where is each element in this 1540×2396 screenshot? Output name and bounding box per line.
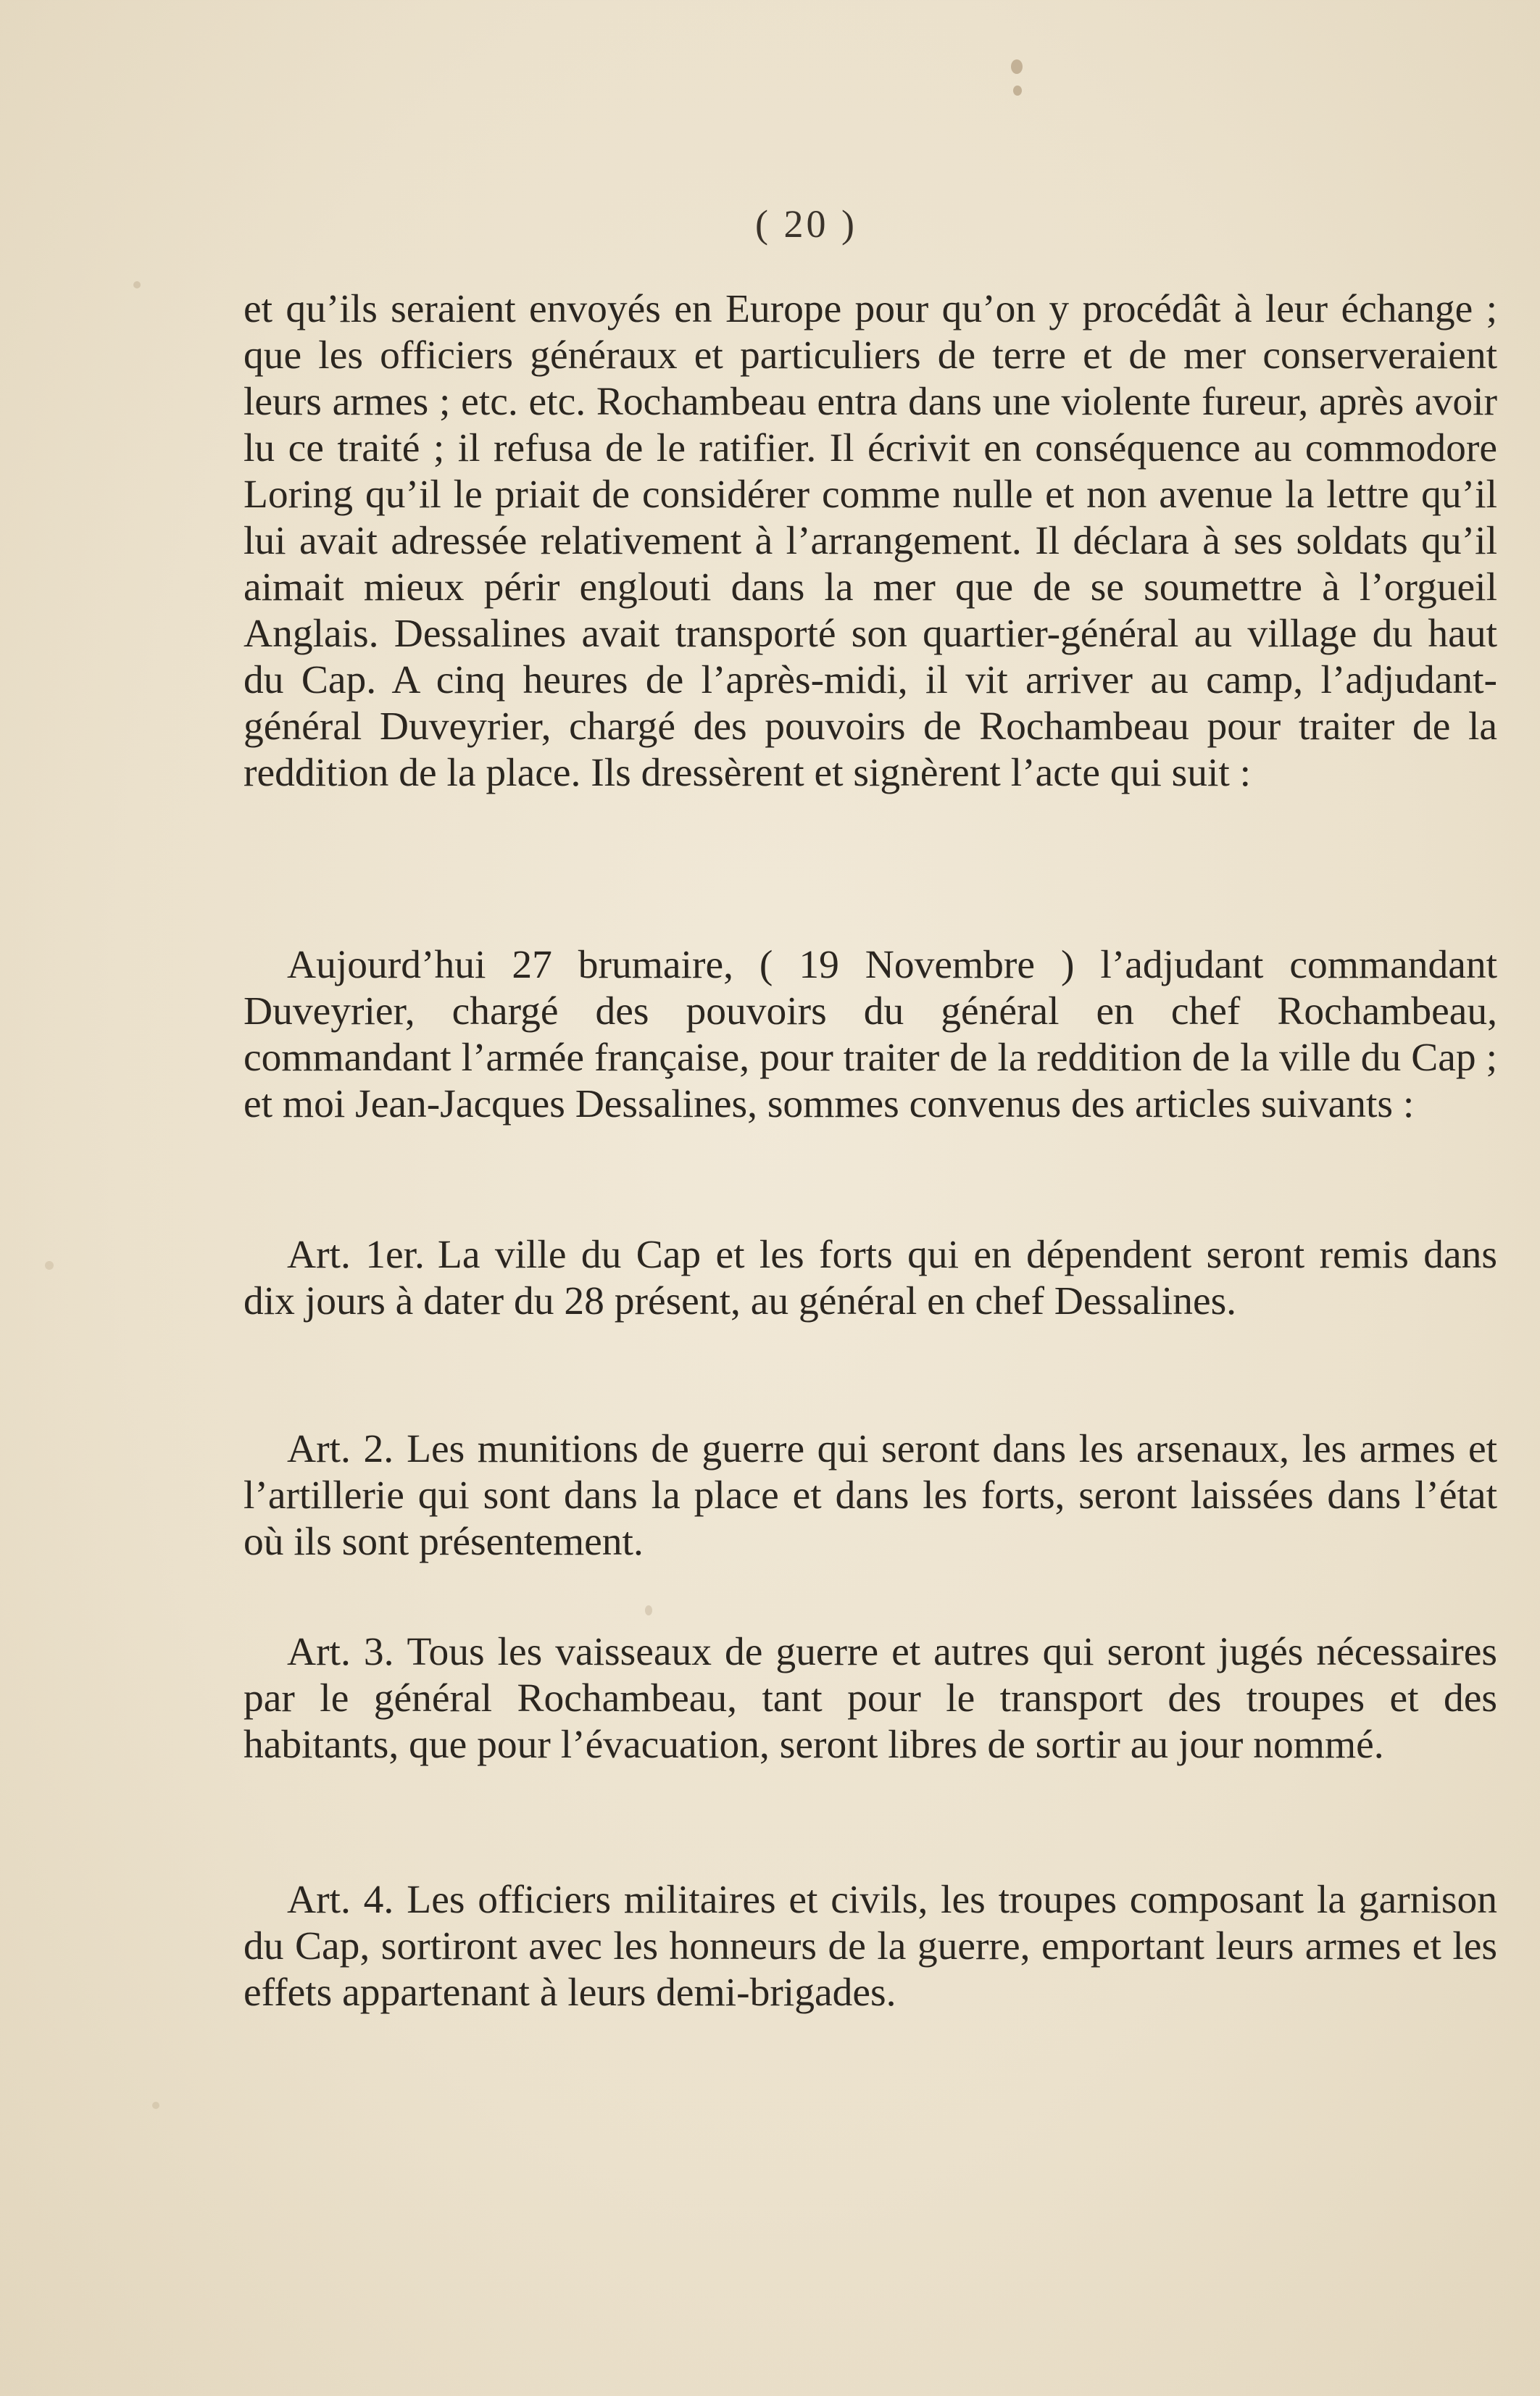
article-3 [244, 1629, 1497, 1768]
article-1-text: La ville du Cap et les forts qui en dépendent seront remis dans dix jours à dater du 28 présent, au général en chef Dessalines. [244, 1233, 1497, 1323]
foxing-spot [1013, 86, 1022, 96]
page-number: ( 20 ) [755, 202, 857, 246]
foxing-spot [152, 2102, 159, 2109]
foxing-spot [133, 281, 141, 288]
article-2-text: Les munitions de guerre qui seront dans les arsenaux, les armes et l’artillerie qui sont dans la place et dans les forts, seront laissées dans l’état où ils sont présentement. [244, 1427, 1498, 1564]
article-3-label: Art. 3. [287, 1630, 394, 1674]
article-4-label: Art. 4. [287, 1878, 394, 1922]
article-4 [244, 1877, 1497, 2016]
article-4-text: Les officiers militaires et civils, les troupes composant la garnison du Cap, sortiront avec les honneurs de la guerre, emportant leurs armes et les effets appartenant à leurs demi-brigades. [244, 1878, 1498, 2015]
article-2-label: Art. 2. [287, 1427, 394, 1471]
article-1 [244, 1232, 1497, 1325]
article-2 [244, 1426, 1497, 1565]
foxing-spot [45, 1261, 54, 1270]
article-1-label: Art. 1er. [287, 1233, 425, 1277]
paragraph-convention-preamble: Aujourd’hui 27 brumaire, ( 19 Novembre ) l’adjudant commandant Duveyrier, chargé des pouvoirs du général en chef Rochambeau, commandant l’armée française, pour traiter de la reddition de la ville du Cap ; et moi Jean-Jacques Dessalines, sommes convenus des articles suivants : [244, 943, 1497, 1126]
foxing-spot [645, 1605, 652, 1615]
paragraph-narrative: et qu’ils seraient envoyés en Europe pour qu’on y procédât à leur échange ; que les officiers généraux et particuliers de terre et de mer conserveraient leurs armes ; etc. etc. Rochambeau entra dans une violente fureur, après avoir lu ce traité ; il refusa de le ratifier. Il écrivit en conséquence au commodore Loring qu’il le priait de considérer comme nulle et non avenue la lettre qu’il lui avait adressée relativement à l’arrangement. Il déclara à ses soldats qu’il aimait mieux périr englouti dans la mer que de se soumettre à l’orgueil Anglais. Dessalines avait transporté son quartier-général au village du haut du Cap. A cinq heures de l’après-midi, il vit arriver au camp, l’adjudant-général Duveyrier, chargé des pouvoirs de Rochambeau pour traiter de la reddition de la place. Ils dressèrent et signèrent l’acte qui suit : [244, 287, 1497, 795]
foxing-spot [1011, 59, 1023, 74]
article-3-text: Tous les vaisseaux de guerre et autres qui seront jugés nécessaires par le général Rochambeau, tant pour le transport des troupes et des habitants, que pour l’évacuation, seront libres de sortir au jour nommé. [244, 1630, 1497, 1767]
